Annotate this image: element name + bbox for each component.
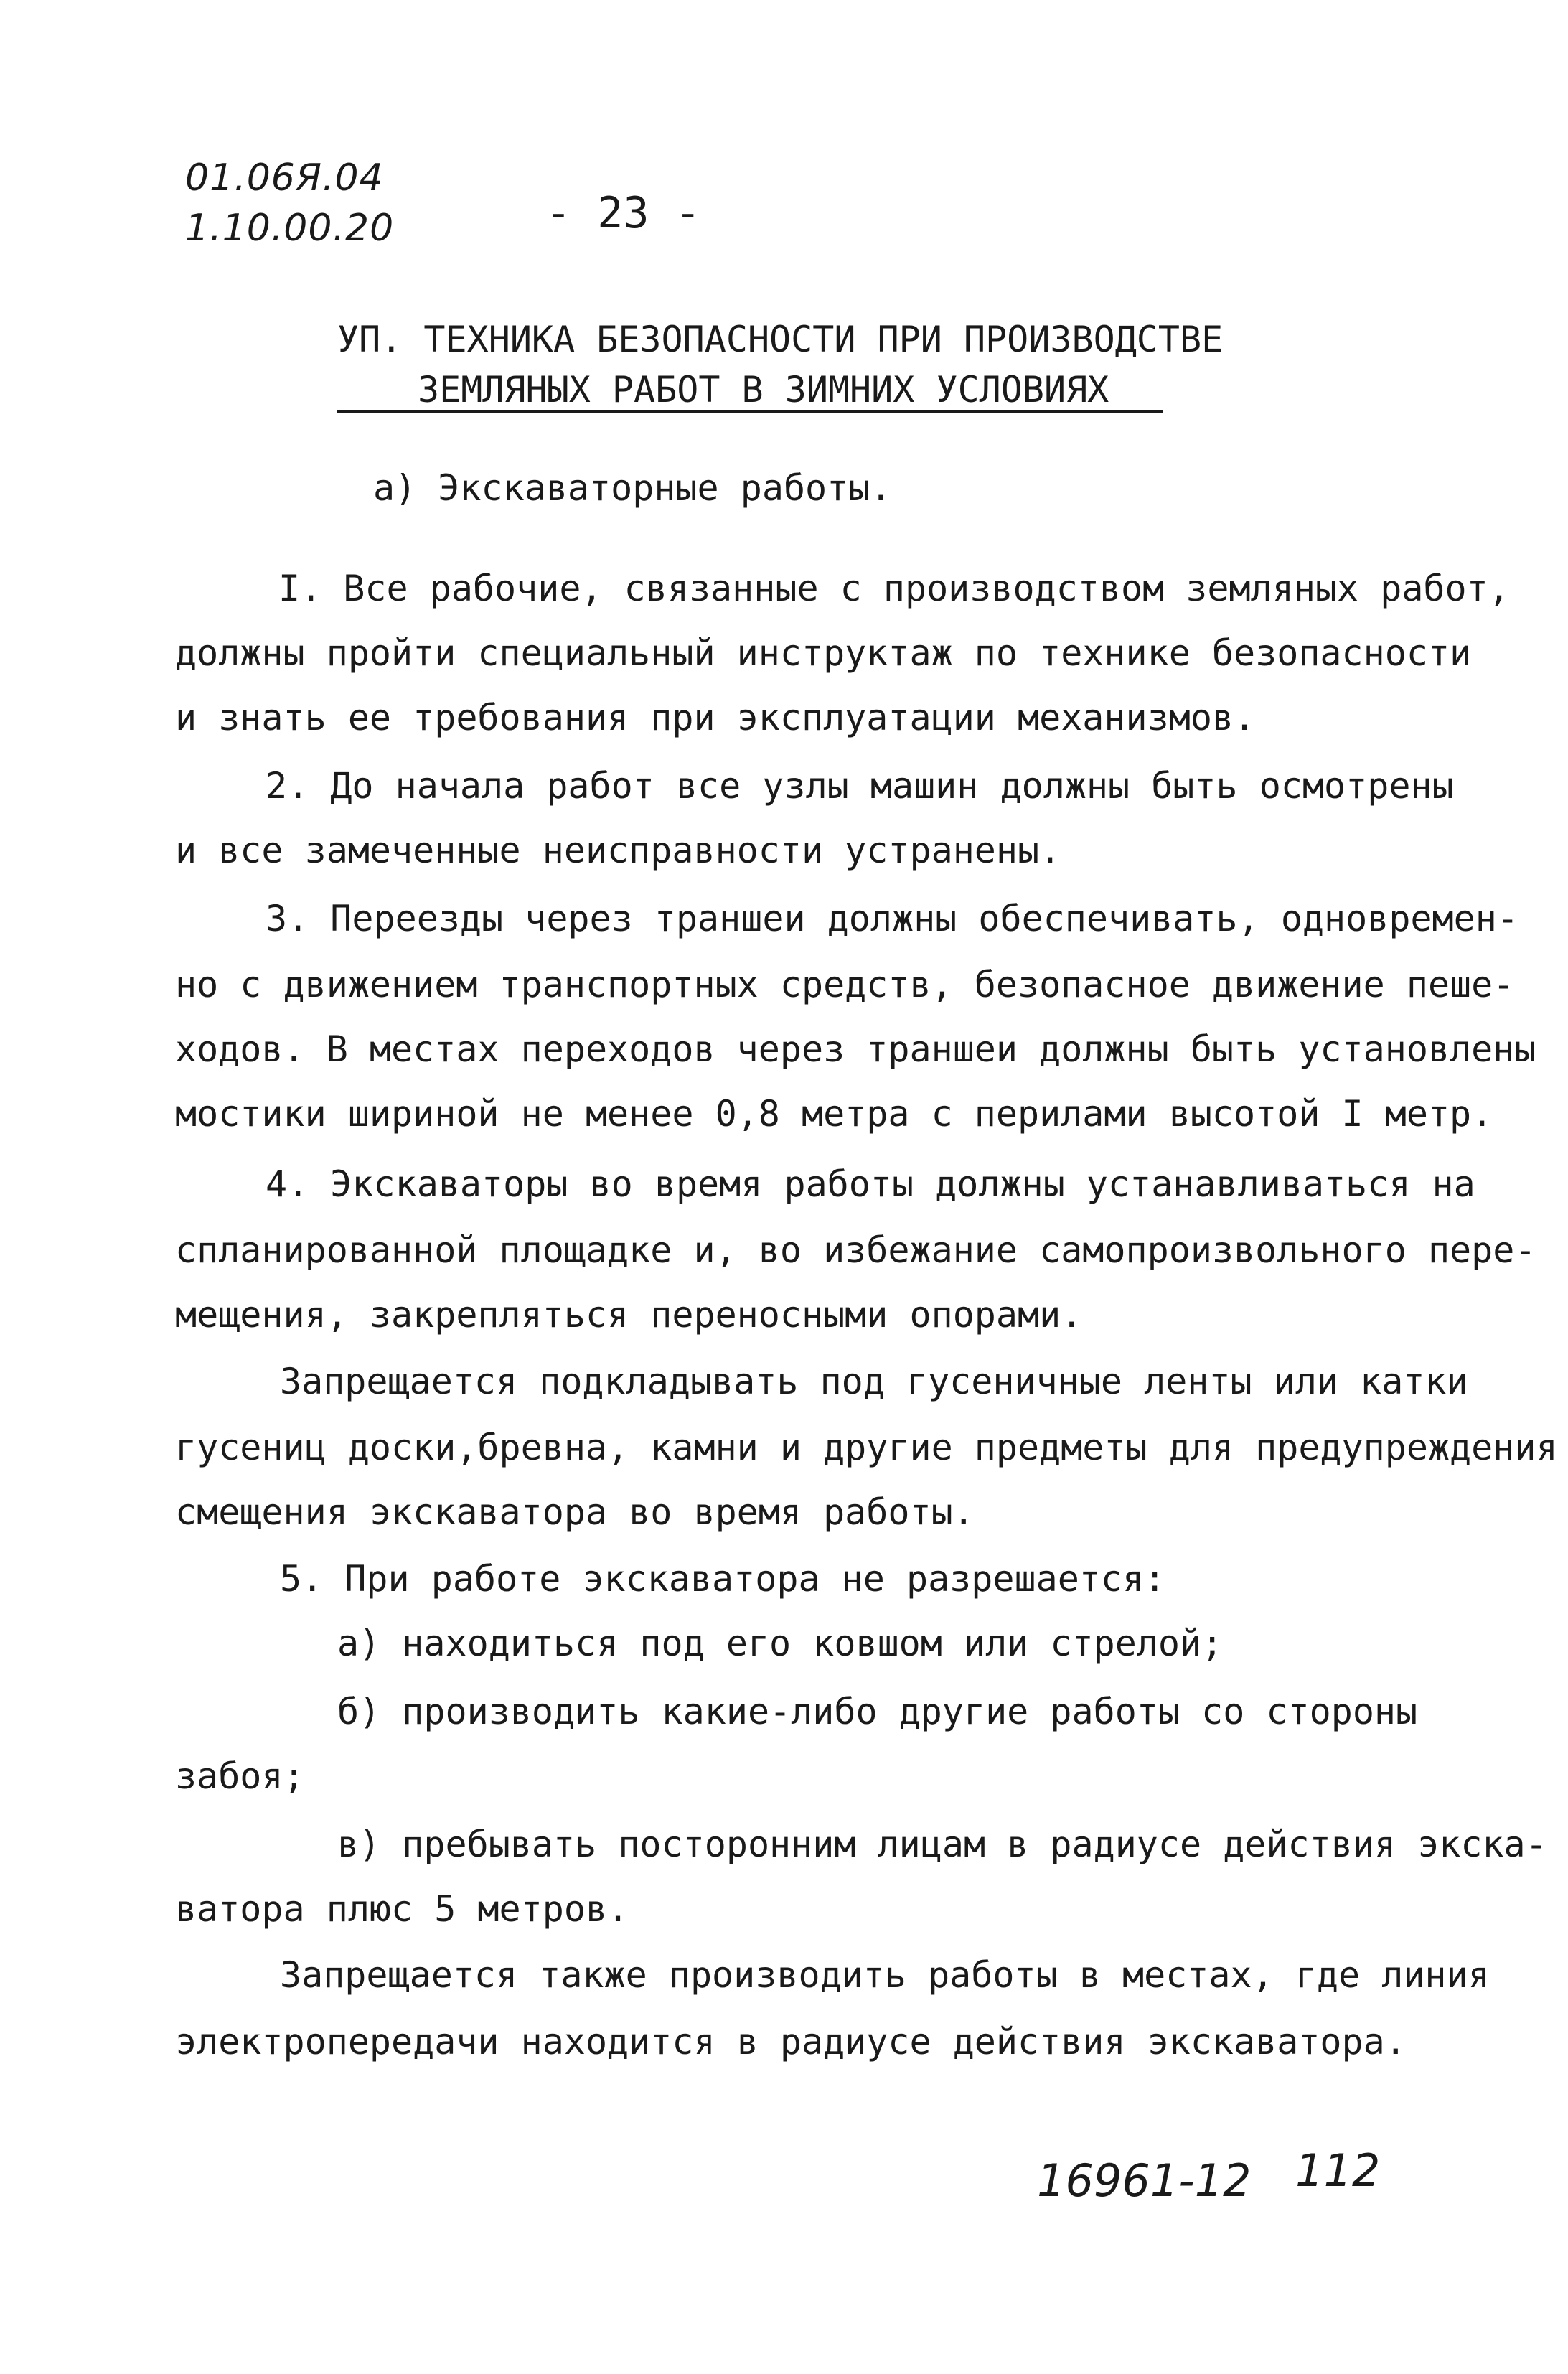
- paragraph-1-line: должны пройти специальный инструктаж по технике безопасности: [175, 632, 1472, 674]
- prohibition-1-line: гусениц доски,бревна, камни и другие предметы для предупреждения: [175, 1427, 1558, 1468]
- section-title: [337, 314, 1224, 413]
- paragraph-5-item-c-cont: ватора плюс 5 метров.: [175, 1888, 629, 1930]
- paragraph-1-line: и знать ее требования при эксплуатации механизмов.: [175, 697, 1256, 738]
- prohibition-2-line: электропередачи находится в радиусе действия экскаватора.: [175, 2021, 1407, 2063]
- prohibition-1-line: Запрещается подкладывать под гусеничные ленты или катки: [280, 1361, 1468, 1402]
- paragraph-5-intro: 5. При работе экскаватора не разрешается:: [280, 1558, 1166, 1600]
- paragraph-2-line: 2. До начала работ все узлы машин должны быть осмотрены: [266, 765, 1454, 807]
- inventory-number: 16961-12: [1037, 2154, 1252, 2207]
- paragraph-4-line: спланированной площадке и, во избежание самопроизвольного пере-: [175, 1229, 1536, 1271]
- document-code-line2: 1.10.00.20: [185, 207, 395, 250]
- paragraph-3-line: но с движением транспортных средств, безопасное движение пеше-: [175, 964, 1515, 1005]
- section-title-line2: ЗЕМЛЯНЫХ РАБОТ В ЗИМНИХ УСЛОВИЯХ: [418, 369, 1109, 410]
- paragraph-3-line: ходов. В местах переходов через траншеи должны быть установлены: [175, 1028, 1536, 1070]
- subsection-heading: а) Экскаваторные работы.: [373, 467, 892, 509]
- prohibition-2-line: Запрещается также производить работы в местах, где линия: [280, 1954, 1490, 1996]
- sheet-number: 112: [1295, 2144, 1381, 2197]
- document-code-line1: 01.06Я.04: [185, 156, 384, 200]
- paragraph-5-item-b-cont: забоя;: [175, 1755, 305, 1797]
- page-number: - 23 -: [545, 188, 701, 238]
- paragraph-4-line: мещения, закрепляться переносными опорами.: [175, 1294, 1083, 1336]
- paragraph-3-line: мостики шириной не менее 0,8 метра с перилами высотой I метр.: [175, 1093, 1493, 1135]
- section-title-line1: УП. ТЕХНИКА БЕЗОПАСНОСТИ ПРИ ПРОИЗВОДСТВЕ: [337, 319, 1224, 360]
- prohibition-1-line: смещения экскаватора во время работы.: [175, 1491, 975, 1533]
- paragraph-2-line: и все замеченные неисправности устранены.: [175, 830, 1061, 871]
- paragraph-3-line: 3. Переезды через траншеи должны обеспечивать, одновремен-: [266, 898, 1518, 939]
- paragraph-5-item-c: в) пребывать посторонним лицам в радиусе действия экска-: [337, 1824, 1547, 1865]
- paragraph-5-item-a: а) находиться под его ковшом или стрелой;: [337, 1623, 1224, 1664]
- paragraph-5-item-b: б) производить какие-либо другие работы со стороны: [337, 1691, 1418, 1732]
- paragraph-1-line: I. Все рабочие, связанные с производством земляных работ,: [278, 568, 1510, 609]
- paragraph-4-line: 4. Экскаваторы во время работы должны устанавливаться на: [266, 1163, 1475, 1205]
